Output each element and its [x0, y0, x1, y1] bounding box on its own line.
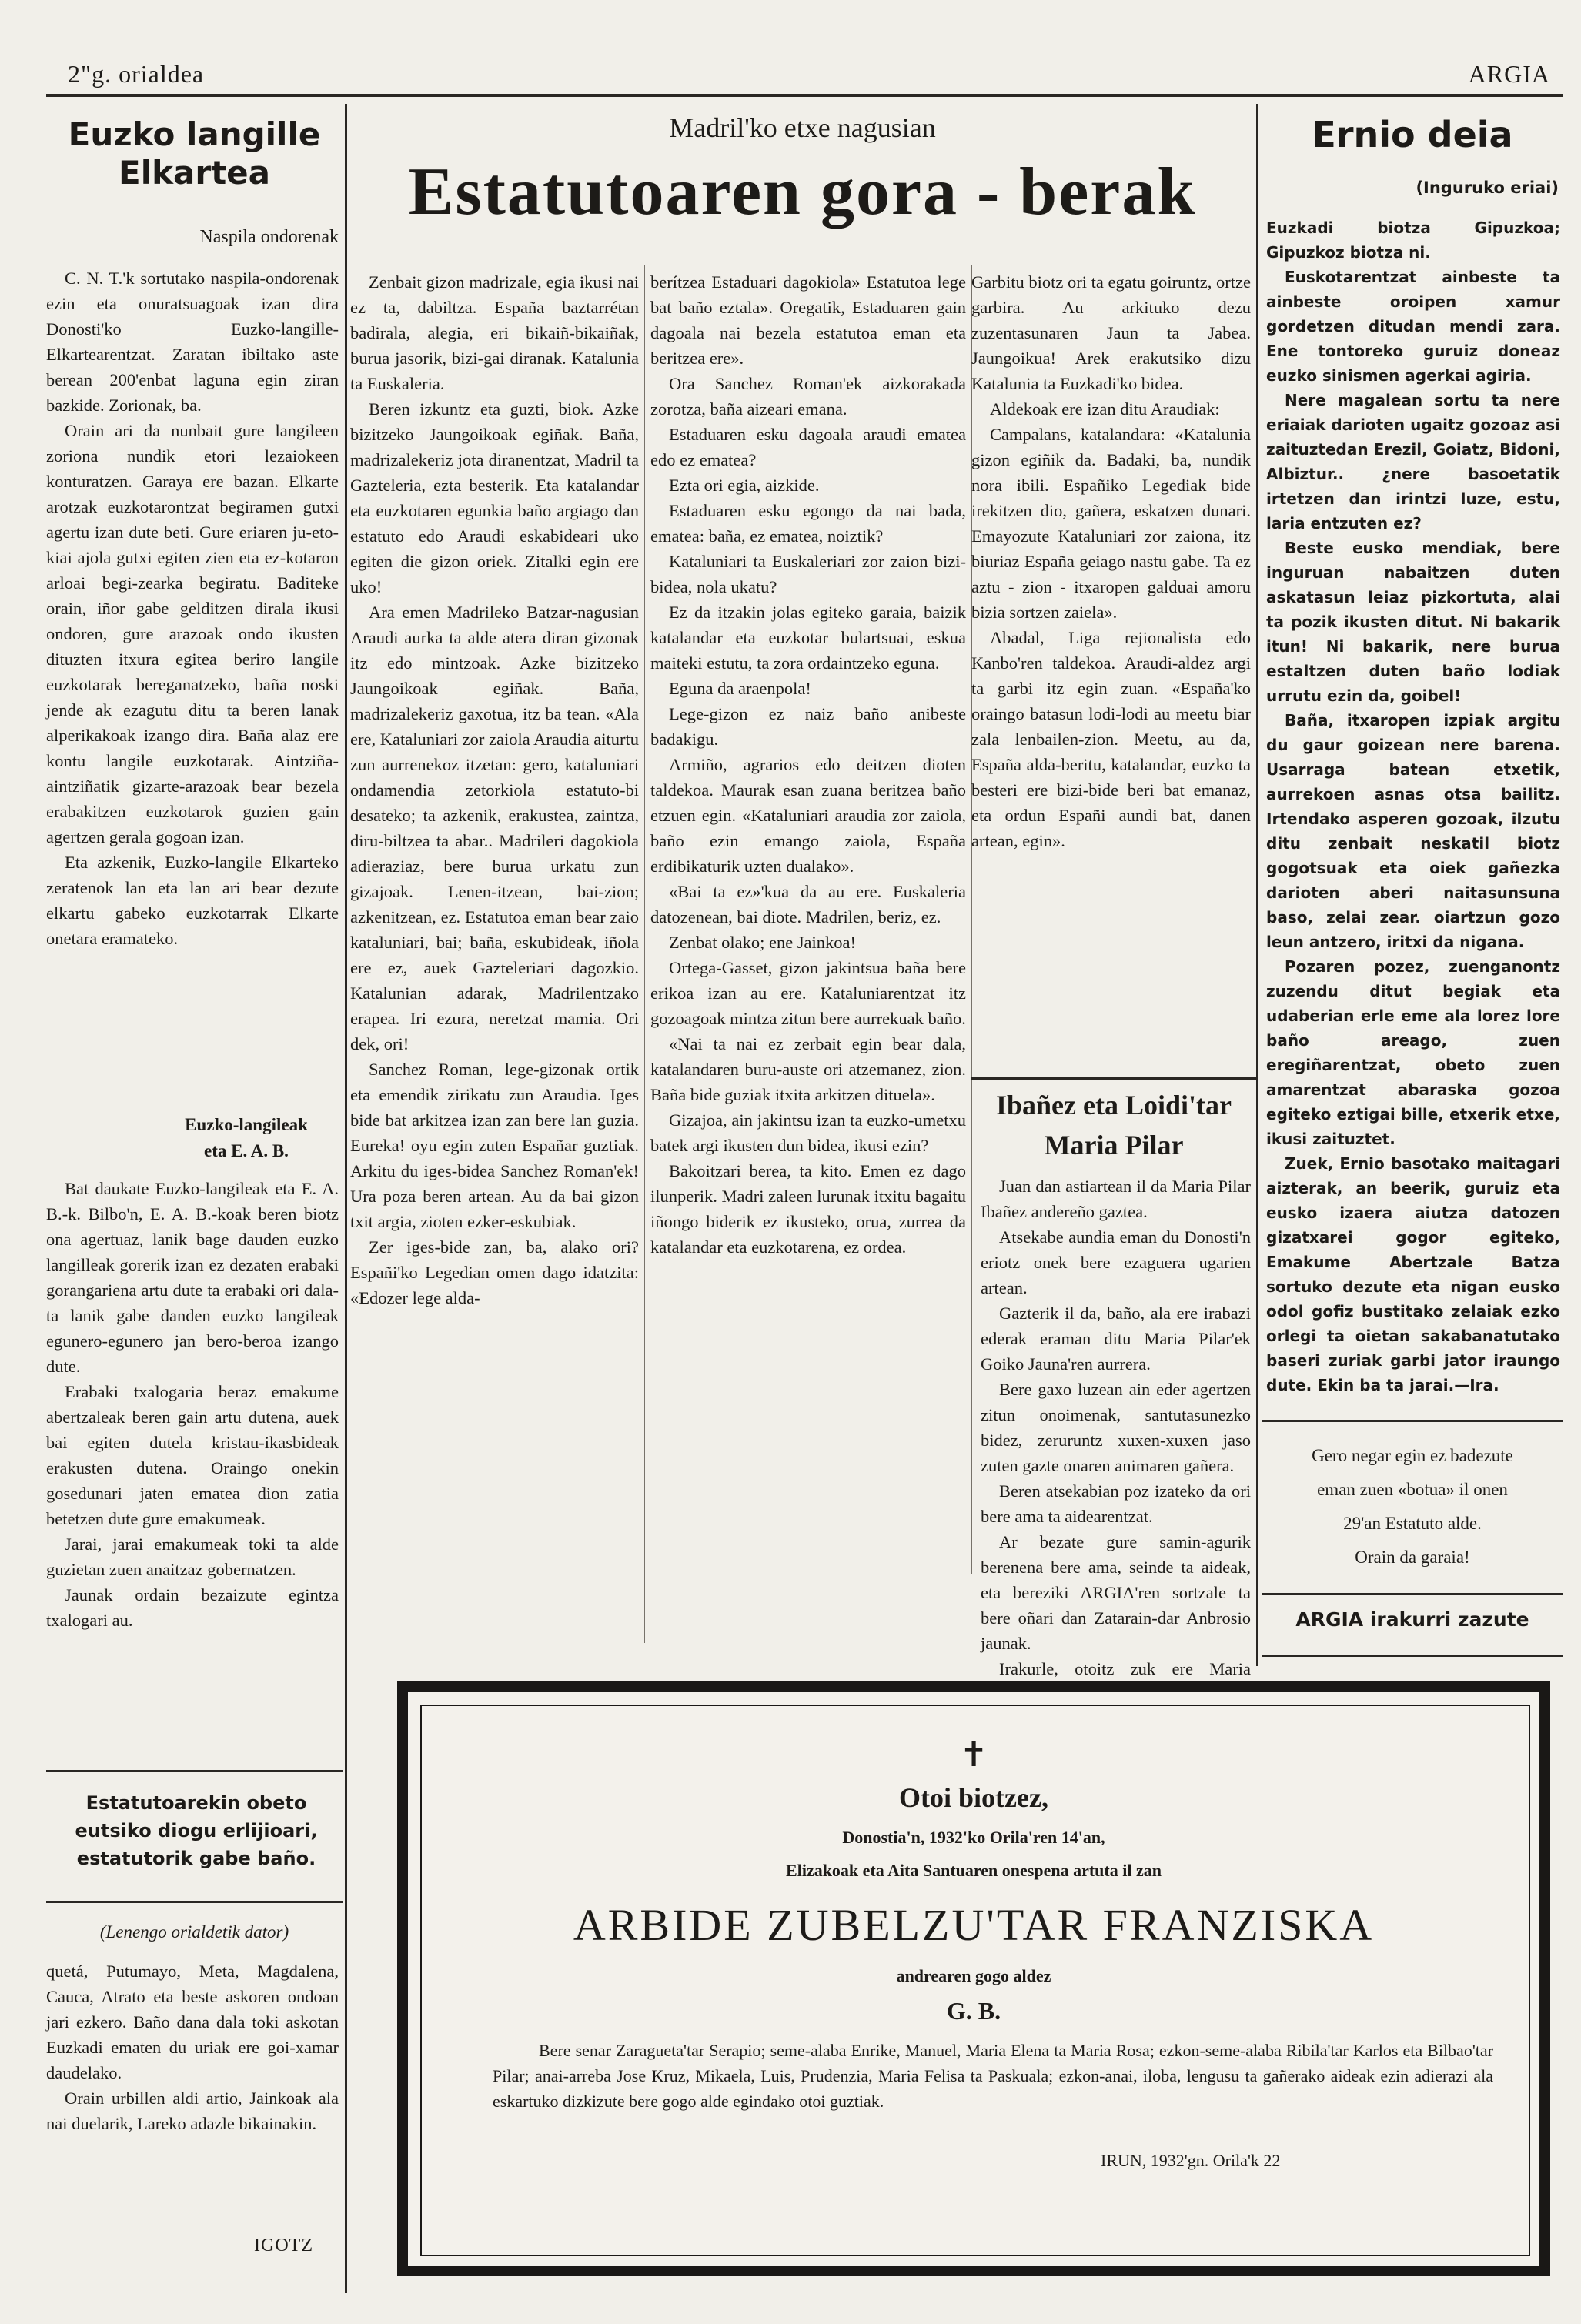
- pilar-title-line1: Ibañez eta Loidi'tar: [996, 1090, 1232, 1120]
- obit-footer: IRUN, 1932'gn. Orila'k 22: [1101, 2151, 1281, 2170]
- pilar-body: [971, 1174, 1251, 1678]
- obit-title: Otoi biotzez,: [899, 1782, 1048, 1813]
- obit-name: ARBIDE ZUBELZU'TAR FRANZISKA: [573, 1900, 1375, 1950]
- main-para: Zenbat olako; ene Jainkoa!: [669, 933, 857, 952]
- main-para: «Nai ta nai ez zerbait egin bear dala, katalandaren buru-auste ori atzemanez, zion. Baña bide guziak itxita arkitzen dituela».: [650, 1034, 966, 1104]
- main-col-a: [350, 269, 639, 1643]
- main-para: Aldekoak ere izan ditu Araudiak:: [990, 399, 1220, 419]
- divider: [46, 1901, 343, 1903]
- ernio-title: Ernio deia: [1312, 114, 1513, 155]
- main-para: Ortega-Gasset, gizon jakintsua baña bere erikoa izan au ere. Kataluniarentzat itz gozoagoak mintza zitun bere aurrekuak baño.: [650, 958, 966, 1028]
- main-para: Zer iges-bide zan, ba, alako ori? Españi'ko Legedian omen dago idatzita: «Edozer lege alda-: [350, 1237, 639, 1307]
- main-para: «Bai ta ez»'kua da au ere. Euskaleria datozenean, bai diote. Madrilen, beriz, ez.: [650, 882, 966, 927]
- continued-note: (Lenengo orialdetik dator): [99, 1922, 289, 1942]
- cross-icon: ✝: [959, 1736, 988, 1774]
- divider: [1262, 1655, 1563, 1657]
- main-para: Estaduaren esku egongo da nai bada, ematea: baña, ez ematea, noiztik?: [650, 501, 966, 546]
- main-para: Sanchez Roman, lege-gizonak ortik eta emendik zirikatu zun Araudia. Iges bide bat arkitzea izan zan bere lan guzia. Eureka! oyu egin zuten Españar guztiak. Arkitu du iges-bidea Sanchez Roman'ek! Ura poza beren artean. Au da bai gizon txit argia, zioten ezker-eskubiak.: [350, 1060, 639, 1231]
- main-para: Bakoitzari berea, ta kito. Emen ez dago ilunperik. Madri zaleen lurunak itxitu bagaitu iñongo biderik ez ikusteko, orua, zurrea da katalandar eta euzkotarena, ez ordea.: [650, 1161, 966, 1257]
- main-para: Campalans, katalandara: «Katalunia gizon egiñik da. Badaki, ba, nundik nora ibili. Españiko Legediak bide irekitzen dio, gañera, eskatzen dunari. Emayozute Kataluniari zor zaiona, itz biuriaz España geiago nastu gabe. Ta ez aztu - zion - itxaropen galduai amoru bizia sortzen zaiela».: [971, 425, 1251, 622]
- col1-subhead-line2: eta E. A. B.: [204, 1141, 289, 1160]
- ernio-para: Nere magalean sortu ta nere eriaiak darioten ugaitz gozoaz asi zaituztedan Erezil, Goiatz, Bidoni, Albiztur.. ¿nere basoetatik irtetzen dan irintzi luze, estu, laria entzuten ez?: [1266, 391, 1560, 533]
- col1-para: Eta azkenik, Euzko-langile Elkarteko zeratenok lan eta lan ari bear dezute elkartu gabeko euzkotarrak Elkarte onetara eramateko.: [46, 853, 339, 948]
- pilar-para: Juan dan astiartean il da Maria Pilar Ibañez andereño gaztea.: [981, 1177, 1251, 1221]
- column-rule: [345, 104, 347, 2293]
- col1-para: Orain ari da nunbait gure langileen zoriona nundik etori lezaiokeen konturatzen. Garaya ere bazan. Elkarte arotzak euzkotarontzat begiramen gutxi agertu izan dute beti. Gure eriaren ju-eto-kiai ajola gutxi egiten zien eta ez-kotaron arloai begi-zearka begiratu. Baditeke orain, iñor gabe gelditzen dirala ikusi ondoren, gure arazoak ondo ikusten dituzten itxura egitea beriro langile euzkotarak bereganatzeko, baña noski jende ak ezagutu ditu ta beren lanak alperikakoak izango dira. Baña alaz ere kontu langile euzkotarak. Aintziña-aintziñatik gizarte-arazoak bear bezela erabakitzen euzkotarok guzien gain agertzen gerala gogoan izan.: [46, 421, 339, 846]
- col1-subhead-line1: Euzko-langileak: [185, 1115, 308, 1134]
- obit-gb: G. B.: [946, 1997, 1001, 2025]
- main-para: Armiño, agrarios edo deitzen dioten taldekoa. Maurak esan zuana beritzea baño etzuen egin. «Kataluniari araudia zor zaiola, baño ezin emango zaiola, España erdibikaturik uzten dualako».: [650, 755, 966, 876]
- col1-title: [46, 115, 343, 192]
- main-para: Gizajoa, ain jakintsu izan ta euzko-umetxu batek argi ikusten dun bidea, ikusi ezin?: [650, 1110, 966, 1155]
- headline: Estatutoaren gora - berak: [408, 155, 1197, 229]
- divider: [46, 1770, 343, 1772]
- col1-subtitle: Naspila ondorenak: [199, 227, 339, 247]
- ernio-box-line: Orain da garaia!: [1355, 1548, 1470, 1567]
- masthead-name: ARGIA: [1468, 60, 1550, 88]
- main-para: Abadal, Liga rejionalista edo Kanbo'ren taldekoa. Araudi-aldez argi ta garbi itz egin zuan. «España'ko oraingo batasun lodi-lodi au meetu biar zala lenbailen-zion. Meetu, au da, España alda-beritu, katalandar, euzko ta besteri ere bizi-bide beri bat emanaz, eta ordun Españi aundi bat, danen artean, egin».: [971, 628, 1251, 850]
- ernio-para: Euzkadi biotza Gipuzkoa; Gipuzkoz biotza ni.: [1266, 219, 1560, 262]
- divider: [1262, 1420, 1563, 1422]
- main-para: berítzea Estaduari dagokiola» Estatutoa lege bat baño eztala». Oregatik, Estaduaren gain dagoala nai bezela estatutoa eman eta beritzea ere».: [650, 272, 966, 368]
- ernio-footer: ARGIA irakurri zazute: [1295, 1608, 1529, 1631]
- ernio-box: [1262, 1439, 1563, 1574]
- col1-para: quetá, Putumayo, Meta, Magdalena, Cauca, Atrato eta beste askoren ondoan jari ezkero. Baño dana dala toki askotan Euzkadi ematen du uriak ere goi-xamar daudelako.: [46, 1962, 339, 2082]
- divider: [971, 1077, 1256, 1080]
- col1-subhead: [154, 1112, 339, 1164]
- col1-para: C. N. T.'k sortutako naspila-ondorenak ezin eta onuratsuagoak izan dira Donosti'ko Euzko-langille-Elkartearentzat. Zaratan ibiltako aste berean 200'enbat laguna egin ziran bazkide. Zorionak, ba.: [46, 269, 339, 415]
- obit-place-date: Donostia'n, 1932'ko Orila'ren 14'an,: [842, 1828, 1105, 1847]
- pilar-para: Bere gaxo luzean ain eder agertzen zitun onoimenak, santutasunezko bidez, zeruruntz xuxen-xuxen jaso zuten gazte onaren animaren gañera.: [981, 1380, 1251, 1475]
- col1-para: Orain urbillen aldi artio, Jainkoak ala nai duelarik, Lareko adazle bikainakin.: [46, 2089, 339, 2133]
- col1-title-line1: Euzko langille: [68, 115, 321, 153]
- main-para: Estaduaren esku dagoala araudi ematea edo ez ematea?: [650, 425, 966, 469]
- column-rule: [1256, 104, 1258, 1666]
- pilar-para: Gazterik il da, baño, ala ere irabazi ederak eraman ditu Maria Pilar'ek Goiko Jauna'ren aurrera.: [981, 1304, 1251, 1374]
- pilar-title-line2: Maria Pilar: [1044, 1130, 1184, 1160]
- obit-line5: andrearen gogo aldez: [896, 1966, 1051, 1985]
- main-para: Garbitu biotz ori ta egatu goiruntz, ortze garbira. Au arkituko dezu zuzentasunaren Jaun ta Jabea. Jaungoikua! Arek erakutsiko dizu Katalunia ta Euzkadi'ko bidea.: [971, 272, 1251, 393]
- ernio-para: Euskotarentzat ainbeste ta ainbeste oroipen xamur gordetzen ditudan mendi zara. Ene tontoreko guruiz doneaz euzko sinismen agerkai agiria.: [1266, 268, 1560, 385]
- col1-para: Jaunak ordain bezaizute egintza txalogari au.: [46, 1585, 339, 1630]
- header-rule: [46, 94, 1563, 97]
- ernio-para: Zuek, Ernio basotako maitagari aizterak, an beerik, guruiz eta eusko izaera aiutza datozen gizatxarei gogor egiteko, Emakume Abertzale Batza sortuko dezute eta nigan eusko odol gofiz bustitako zelaiak ezko orlegi ta oietan sakabanatutako baseri zuriak garbi jator iraungo dute. Ekin ba ta jarai.—Ira.: [1266, 1154, 1560, 1394]
- page-number: 2"g. orialdea: [68, 60, 205, 88]
- col1-title-line2: Elkartea: [119, 154, 270, 192]
- col1-article-body: [46, 265, 339, 1035]
- ernio-body: [1266, 215, 1560, 1394]
- pilar-title: [971, 1085, 1256, 1165]
- main-para: Zenbait gizon madrizale, egia ikusi nai ez ta, dabiltza. España baztarrétan badirala, alegia, eri bikaiñ-bikaiñak, burua jasorik, bizi-gai diranak. Katalunia ta Euskaleria.: [350, 272, 639, 393]
- signature: IGOTZ: [254, 2236, 313, 2256]
- main-col-b: [650, 269, 966, 1643]
- ernio-subtitle: (Inguruko eriai): [1416, 179, 1559, 197]
- main-para: Ezta ori egia, aizkide.: [669, 476, 820, 495]
- main-para: Ara emen Madrileko Batzar-nagusian Araudi aurka ta alde atera diran gizonak itz edo mintzoak. Azke bizitzeko Jaungoikoak egiñak. Baña, madrizalekeriz gaxotua, itz ba tean. «Ala ere, Kataluniari zor zaiola Araudia aiturtu zun aurrenekoz itzetan: gero, kataluniari ondamendia zetorkiola estatuto-bi desateko; ta azkenik, erakustea, zaintza, diru-biltzea ta abar.. Madrileri dagokiola adieraziaz, bere burua urkatu zun gizajoak. Lenen-itzean, bai-zion; azkenitzean, ez. Estatutoa eman bear zaio kataluniari, bai; baña, eskubideak, iñola ere ez, auek Gazteleriari dagozkio. Katalunian adarak, Madrilentzako erapea. Iri ezura, neretzat mamia. Ori dek, ori!: [350, 603, 639, 1053]
- ernio-box-line: Gero negar egin ez badezute: [1312, 1446, 1513, 1465]
- main-para: Kataluniari ta Euskaleriari zor zaion bizi-bidea, nola ukatu?: [650, 552, 966, 596]
- divider: [1262, 1593, 1563, 1595]
- ernio-para: Pozaren pozez, zuenganontz zuzendu ditut begiak eta udaberian erle eme ala lorez lore baño areago, zuen eregiñarentzat, obeto zuen amarentzat abaraska gozoa egiteko eztigai bille, etxerik etxe, ikusi zaituztet.: [1266, 957, 1560, 1148]
- col1-continued-body: [46, 1958, 339, 2205]
- main-para: Lege-gizon ez naiz baño anibeste badakigu.: [650, 704, 966, 749]
- col1-para: Jarai, jarai emakumeak toki ta alde guzietan zuen anaitzaz gobernatzen.: [46, 1534, 339, 1579]
- main-para: Beren izkuntz eta guzti, biok. Azke bizitzeko Jaungoikoak egiñak. Baña, madrizalekeriz jota diranentzat, Madril ta Gazteleria, ezta besterik. Eta katalandar eta euzkotaren egunkia baño argiago dan estatuto edo Araudi eskabideari uko egiten die gizon oriek. Zitalki egin ere uko!: [350, 399, 639, 596]
- main-para: Ora Sanchez Roman'ek aizkorakada zorotza, baña aizeari emana.: [650, 374, 966, 419]
- col1-para: Bat daukate Euzko-langileak eta E. A. B.-k. Bilbo'n, E. A. B.-koak beren biotz ona agertuaz, lanik bage dauden euzko langilleak gorerik izan ez dezaten erabaki gorangariena artu dute ta erabaki ori dala-ta lanik gabe danden euzko langileak egunero-egunero jan bero-beroa izango dute.: [46, 1179, 339, 1376]
- col1-article2-body: [46, 1176, 339, 1745]
- pilar-para: Irakurle, otoitz zuk ere Maria: [999, 1659, 1251, 1678]
- main-para: Ez da itzakin jolas egiteko garaia, baizik katalandar eta euzkotar bulartsuai, eskua maiteki estutu, ta zora ordaintzeko eguna.: [650, 603, 966, 673]
- boxed-slogan: Estatutoarekin obeto eutsiko diogu erlijioari, estatutorik gabe baño.: [75, 1792, 318, 1869]
- column-rule: [644, 265, 645, 1643]
- ernio-box-line: 29'an Estatuto alde.: [1343, 1514, 1482, 1533]
- main-col-c: [962, 269, 1251, 1074]
- pilar-para: Atsekabe aundia eman du Donosti'n eriotz onek bere ezaguera ugarien artean.: [981, 1227, 1251, 1297]
- ernio-box-line: eman zuen «botua» il onen: [1317, 1480, 1508, 1499]
- pilar-para: Ar bezate gure samin-agurik berenena bere ama, seinde ta aideak, eta bereziki ARGIA'ren sortzale ta bere oñari dan Zatarain-dar Anbrosio jaunak.: [981, 1532, 1251, 1653]
- obit-body: Bere senar Zaragueta'tar Serapio; seme-alaba Enrike, Manuel, Maria Elena ta Maria Rosa; ezkon-seme-alaba Ribila'tar Karlos eta Bilbao'tar Pilar; anai-arreba Jose Kruz, Mikaela, Luis, Prudenzia, Maria Felisa ta Paskuala; ezkon-anai, iloba, lengusu ta gañerako aideak ezin adierazi ala eskartuko dizkizute bere gogo alde egindako otoi guztiak.: [493, 2041, 1493, 2111]
- ernio-para: Beste eusko mendiak, bere inguruan nabaitzen duten askatasun leiaz pizkortuta, alai ta pozik ikusten ditut. Ni bakarik itun! Ni bakarik, nere burua estaltzen duten baño lodiak urrutu ezin da, goibel!: [1266, 539, 1560, 705]
- col1-para: Erabaki txalogaria beraz emakume abertzaleak beren gain artu dutena, auek bai egiten dutela kristau-ikasbideak erakusten dutena. Oraingo onekin gosedunari jaten ematea dion zatia betetzen dute gure emakumeak.: [46, 1382, 339, 1528]
- main-para: Eguna da araenpola!: [669, 679, 811, 698]
- obit-line3: Elizakoak eta Aita Santuaren onespena artuta il zan: [786, 1861, 1162, 1880]
- pilar-para: Beren atsekabian poz izateko da ori bere ama ta aidearentzat.: [981, 1481, 1251, 1526]
- headline-kicker: Madril'ko etxe nagusian: [669, 112, 936, 143]
- ernio-para: Baña, itxaropen izpiak argitu du gaur goizean nere barena. Usarraga batean etxetik, aurrekoen asnas otsa bailitz. Irtendako asperen gozoak, ilzutu ditu zenbait neskatil biotz gogotsuak eta oiek gañezka darioten aberi naitasunsuna baso, zelai zear. oiartzun gozo leun antzero, iritxi da nigana.: [1266, 711, 1560, 951]
